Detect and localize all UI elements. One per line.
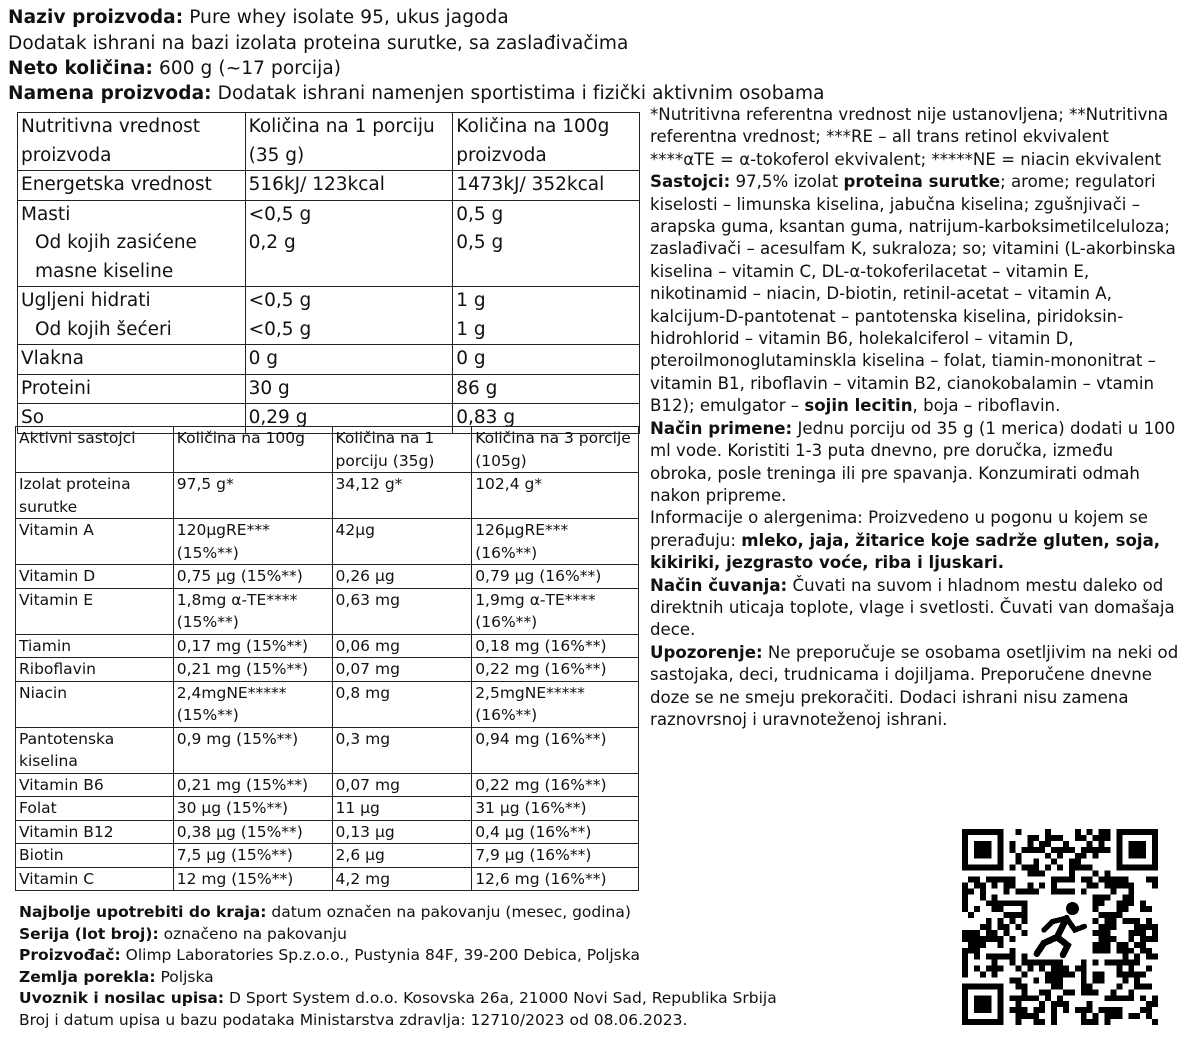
table-cell: So — [18, 404, 246, 434]
table-cell: Ugljeni hidrati Od kojih šećeri — [18, 287, 246, 345]
table-cell: 0,38 μg (15%**) — [173, 820, 332, 844]
table-row — [16, 797, 639, 821]
table-row — [16, 565, 639, 589]
table-row — [16, 658, 639, 682]
table-row — [16, 519, 639, 565]
table-cell: 0,94 mg (16%**) — [472, 727, 639, 773]
table-cell: 7,9 μg (16%**) — [472, 844, 639, 868]
table-cell: 0,17 mg (15%**) — [173, 634, 332, 658]
table-cell: Riboflavin — [16, 658, 174, 682]
table-cell: Količina na 100g — [173, 427, 332, 473]
table-cell: 30 g — [245, 374, 453, 404]
table-cell: 0,63 mg — [332, 588, 472, 634]
product-name-value: Pure whey isolate 95, ukus jagoda — [189, 7, 509, 28]
table-cell: Količina na 1 porciju (35 g) — [245, 113, 453, 171]
nutrition-row-fiber — [18, 345, 640, 375]
qr-code — [962, 829, 1158, 1025]
product-description: Dodatak ishrani na bazi izolata proteina surutke, sa zaslađivačima — [8, 33, 629, 54]
product-purpose-line — [8, 82, 825, 105]
lot-line: Serija (lot broj): označeno na pakovanju — [19, 924, 347, 943]
table-cell: Vitamin A — [16, 519, 174, 565]
table-cell: Biotin — [16, 844, 174, 868]
table-row — [16, 820, 639, 844]
table-row — [16, 681, 639, 727]
net-quantity-value: 600 g (~17 porcija) — [158, 58, 342, 79]
table-cell: Količina na 3 porcije (105g) — [472, 427, 639, 473]
table-cell: 126μgRE*** (16%**) — [472, 519, 639, 565]
table-cell: 2,5mgNE***** (16%**) — [472, 681, 639, 727]
table-cell: 0,21 mg (15%**) — [173, 658, 332, 682]
table-cell: Masti Od kojih zasićene masne kiseline — [18, 200, 246, 287]
active-ingredients-table — [15, 426, 639, 891]
manufacturer-line: Proizvođač: Olimp Laboratories Sp.z.o.o., Pustynia 84F, 39-200 Debica, Poljska — [19, 946, 640, 964]
net-quantity-label: Neto količina: — [8, 58, 153, 79]
table-row — [16, 844, 639, 868]
table-cell: 0,3 mg — [332, 727, 472, 773]
product-purpose-label: Namena proizvoda: — [8, 83, 212, 104]
table-cell: 12,6 mg (16%**) — [472, 867, 639, 891]
footnotes-2: ****αTE = α-tokoferol ekvivalent; *****NE = niacin ekvivalent — [650, 149, 1162, 169]
table-cell: 0,9 mg (15%**) — [173, 727, 332, 773]
table-cell: Proteini — [18, 374, 246, 404]
table-cell: 0 g — [245, 345, 453, 375]
table-cell: 516kJ/ 123kcal — [245, 171, 453, 201]
importer-line: Uvoznik i nosilac upisa: D Sport System d.o.o. Kosovska 26a, 21000 Novi Sad, Republika Srbija — [19, 989, 777, 1007]
table-cell: Energetska vrednost — [18, 171, 246, 201]
table-cell: Aktivni sastojci — [16, 427, 174, 473]
table-cell: Tiamin — [16, 634, 174, 658]
table-cell: 0,07 mg — [332, 773, 472, 797]
table-row — [16, 727, 639, 773]
table-cell: 1473kJ/ 352kcal — [453, 171, 640, 201]
table-cell: 2,4mgNE***** (15%**) — [173, 681, 332, 727]
usage-label: Način primene: — [650, 418, 793, 438]
table-cell: 0,83 g — [453, 404, 640, 434]
table-cell: 0,07 mg — [332, 658, 472, 682]
active-header-row — [16, 427, 639, 473]
table-cell: 1,8mg α-TE**** (15%**) — [173, 588, 332, 634]
table-cell: 11 μg — [332, 797, 472, 821]
right-column — [650, 104, 1180, 731]
product-name-line — [8, 6, 509, 29]
table-cell: 0,75 μg (15%**) — [173, 565, 332, 589]
warning-paragraph: Upozorenje: Ne preporučuje se osobama osetljivim na neki od sastojaka, deci, trudnicama i dojiljama. Preporučene dnevne doze se ne smeju prekoračiti. Dodaci ishrani nisu zamena raznovrsnoj i uravnoteženoj ishrani. — [650, 642, 1179, 729]
table-row — [16, 588, 639, 634]
usage-paragraph: Način primene: Jednu porciju od 35 g (1 merica) dodati u 100 ml vode. Koristiti 1-3 puta dnevno, pre doručka, između obroka, posle treninga ili pre spavanja. Konzumirati odmah nakon pripreme. — [650, 418, 1176, 505]
table-cell: 31 μg (16%**) — [472, 797, 639, 821]
table-cell: 86 g — [453, 374, 640, 404]
table-cell: Izolat proteina surutke — [16, 473, 174, 519]
table-cell: <0,5 g 0,2 g — [245, 200, 453, 287]
best-before-line: Najbolje upotrebiti do kraja: datum označen na pakovanju (mesec, godina) — [19, 903, 631, 921]
table-cell: 97,5 g* — [173, 473, 332, 519]
origin-line: Zemlja porekla: Poljska — [19, 967, 214, 986]
table-cell: 0 g — [453, 345, 640, 375]
table-cell: 0,79 μg (16%**) — [472, 565, 639, 589]
table-cell: Vitamin C — [16, 867, 174, 891]
table-cell: Količina na 1 porciju (35g) — [332, 427, 472, 473]
warning-label: Upozorenje: — [650, 642, 763, 662]
table-cell: 0,26 μg — [332, 565, 472, 589]
storage-label: Način čuvanja: — [650, 575, 788, 595]
ingredients-label: Sastojci: — [650, 172, 731, 192]
table-cell: 0,4 μg (16%**) — [472, 820, 639, 844]
table-cell: 0,13 μg — [332, 820, 472, 844]
table-cell: 2,6 μg — [332, 844, 472, 868]
table-cell: Vlakna — [18, 345, 246, 375]
table-cell: 30 μg (15%**) — [173, 797, 332, 821]
table-cell: 1 g 1 g — [453, 287, 640, 345]
table-cell: 12 mg (15%**) — [173, 867, 332, 891]
table-cell: 0,22 mg (16%**) — [472, 658, 639, 682]
nutrition-row-protein — [18, 374, 640, 404]
footer-info — [19, 902, 777, 1031]
table-cell: 0,18 mg (16%**) — [472, 634, 639, 658]
table-row — [16, 473, 639, 519]
table-cell: 102,4 g* — [472, 473, 639, 519]
table-cell: Niacin — [16, 681, 174, 727]
table-cell: 0,8 mg — [332, 681, 472, 727]
table-cell: Folat — [16, 797, 174, 821]
nutrition-row-fat — [18, 200, 640, 287]
nutrition-row-carbs — [18, 287, 640, 345]
table-cell: 0,21 mg (15%**) — [173, 773, 332, 797]
table-cell: <0,5 g <0,5 g — [245, 287, 453, 345]
table-cell: 0,29 g — [245, 404, 453, 434]
nutrition-row-energy — [18, 171, 640, 201]
table-cell: Nutritivna vrednost proizvoda — [18, 113, 246, 171]
table-cell: 0,5 g 0,5 g — [453, 200, 640, 287]
net-quantity-line — [8, 57, 341, 80]
table-cell: Vitamin D — [16, 565, 174, 589]
table-cell: 0,22 mg (16%**) — [472, 773, 639, 797]
table-row — [16, 634, 639, 658]
table-cell: 120μgRE*** (15%**) — [173, 519, 332, 565]
product-purpose-value: Dodatak ishrani namenjen sportistima i fizički aktivnim osobama — [217, 83, 825, 104]
table-cell: 0,06 mg — [332, 634, 472, 658]
ingredients-paragraph: Sastojci: 97,5% izolat proteina surutke; arome; regulatori kiselosti – limunska kiselina, jabučna kiselina; zgušnjivači – arapska guma, ksantan guma, natrijum-karboksimetilceluloza; zaslađivači – acesulfam K, sukraloza; so; vitamini (L-akorbinska kiselina – vitamin C, DL-α-tokoferilacetat – vitamin E, nikotinamid – niacin, D-biotin, retinil-acetat – vitamin A, kalcijum-D-pantotenat – pantotenska kiselina, piridoksin-hidrohlorid – vitamin B6, holekalciferol – vitamin D, pteroilmonoglutaminskla kiselina – folat, tiamin-mononitrat – vitamin B1, riboflavin – vitamin B2, cianokobalamin – vtamin B12); emulgator – sojin lecitin, boja – riboflavin. — [650, 172, 1176, 416]
table-cell: Količina na 100g proizvoda — [453, 113, 640, 171]
nutrition-header-row — [18, 113, 640, 171]
allergen-paragraph: Informacije o alergenima: Proizvedeno u pogonu u kojem se prerađuju: mleko, jaja, žitarice koje sadrže gluten, soja, kikiriki, jezgrasto voće, riba i ljuskari. — [650, 508, 1161, 573]
table-cell: 4,2 mg — [332, 867, 472, 891]
table-row — [16, 773, 639, 797]
table-cell: Pantotenska kiselina — [16, 727, 174, 773]
table-cell: Vitamin B12 — [16, 820, 174, 844]
registry-line: Broj i datum upisa u bazu podataka Ministarstva zdravlja: 12710/2023 od 08.06.2023. — [19, 1010, 688, 1029]
nutrition-table — [17, 112, 640, 434]
table-cell: Vitamin E — [16, 588, 174, 634]
table-cell: 1,9mg α-TE**** (16%**) — [472, 588, 639, 634]
table-cell: 7,5 μg (15%**) — [173, 844, 332, 868]
active-ingredients-body — [16, 473, 639, 891]
table-row — [16, 867, 639, 891]
storage-paragraph: Način čuvanja: Čuvati na suvom i hladnom mestu daleko od direktnih uticaja toplote, vlage i svetlosti. Čuvati van domašaja dece. — [650, 575, 1175, 640]
table-cell: 34,12 g* — [332, 473, 472, 519]
table-cell: 42μg — [332, 519, 472, 565]
table-cell: Vitamin B6 — [16, 773, 174, 797]
product-name-label: Naziv proizvoda: — [8, 7, 184, 28]
footnotes-1: *Nutritivna referentna vrednost nije ustanovljena; **Nutritivna referentna vrednost; ***RE – all trans retinol ekvivalent — [650, 105, 1169, 147]
